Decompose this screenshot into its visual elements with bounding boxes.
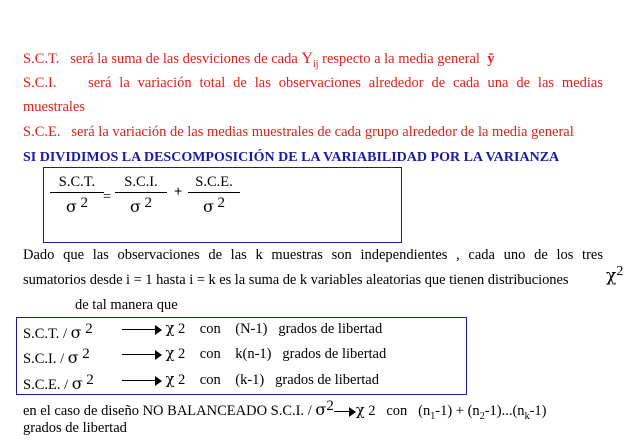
- equals-sign: =: [103, 189, 112, 205]
- sce-abbr: S.C.E.: [23, 124, 61, 140]
- definition-sce: [23, 124, 574, 141]
- sct-abbr: S.C.T.: [23, 51, 60, 67]
- row-lhs: S.C.I. /: [23, 351, 65, 367]
- arrow-icon: [122, 325, 162, 335]
- definition-sct: [23, 50, 494, 70]
- fraction-sce-den: σ $^2$: [202, 195, 226, 216]
- sigma-symbol: σ: [70, 323, 82, 342]
- sci-abbr: S.C.I.: [23, 75, 57, 91]
- distribution-row-sci: S.C.I. / σ $^2$: [23, 346, 90, 367]
- definition-sci: [23, 75, 603, 92]
- distribution-row-sce: S.C.E. / σ $^2$: [23, 372, 94, 393]
- section-heading: SI DIVIDIMOS LA DESCOMPOSICIÓN DE LA VARIABILIDAD POR LA VARIANZA: [23, 150, 560, 165]
- sct-text-b: respecto a la media general: [322, 51, 480, 67]
- fraction-sci: [115, 174, 167, 217]
- arrow-icon: [122, 376, 162, 386]
- paragraph-line1: Dado que las observaciones de las k muestras son independientes , cada uno de los tres: [23, 247, 603, 263]
- fraction-sct-den: σ $^2$: [65, 195, 89, 216]
- fraction-sct-num: S.C.T.: [50, 174, 104, 193]
- plus-sign: +: [174, 184, 183, 200]
- fraction-sct: [50, 174, 104, 217]
- distribution-rhs-sci: χ 2 con k(n-1) grados de libertad: [122, 346, 386, 363]
- paragraph-line2: sumatorios desde i = 1 hasta i = k es la suma de k variables aleatorias que tienen distribuciones: [23, 272, 569, 288]
- fraction-sci-num: S.C.I.: [115, 174, 167, 193]
- sci-text-a: será la variación total de las observaciones alrededor de cada una de las medias: [88, 75, 603, 91]
- unbalanced-line2: grados de libertad: [23, 420, 127, 436]
- paragraph-line3: de tal manera que: [75, 297, 178, 313]
- sce-text: será la variación de las medias muestrales de cada grupo alrededor de la media general: [71, 124, 574, 140]
- row-lhs: S.C.E. /: [23, 377, 69, 393]
- definition-sci-cont: muestrales: [23, 99, 86, 115]
- row-lhs: S.C.T. /: [23, 326, 68, 342]
- fraction-sce: [188, 174, 240, 217]
- fraction-sci-den: σ $^2$: [129, 195, 153, 216]
- distribution-row-sct: S.C.T. / σ $^2$: [23, 321, 93, 342]
- arrow-icon: [334, 407, 356, 417]
- arrow-icon: [122, 350, 162, 360]
- sigma-symbol: σ: [67, 348, 79, 367]
- y-symbol: $Y_{ij}$: [301, 50, 319, 70]
- sigma-symbol: σ: [71, 374, 83, 393]
- distribution-rhs-sct: χ 2 con (N-1) grados de libertad: [122, 321, 382, 338]
- fraction-sce-num: S.C.E.: [188, 174, 240, 193]
- ybar-symbol: ȳ: [487, 51, 495, 67]
- chi-square-symbol: $\chi^2$: [606, 264, 624, 286]
- sct-text-a: será la suma de las desviciones de cada: [70, 51, 298, 67]
- distribution-rhs-sce: χ 2 con (k-1) grados de libertad: [122, 372, 379, 389]
- unbalanced-line: en el caso de diseño NO BALANCEADO S.C.I. / $\sigma^2$ χ 2 con $(n_1-1) + (n_2-1)...(n_k-1)$: [23, 398, 547, 422]
